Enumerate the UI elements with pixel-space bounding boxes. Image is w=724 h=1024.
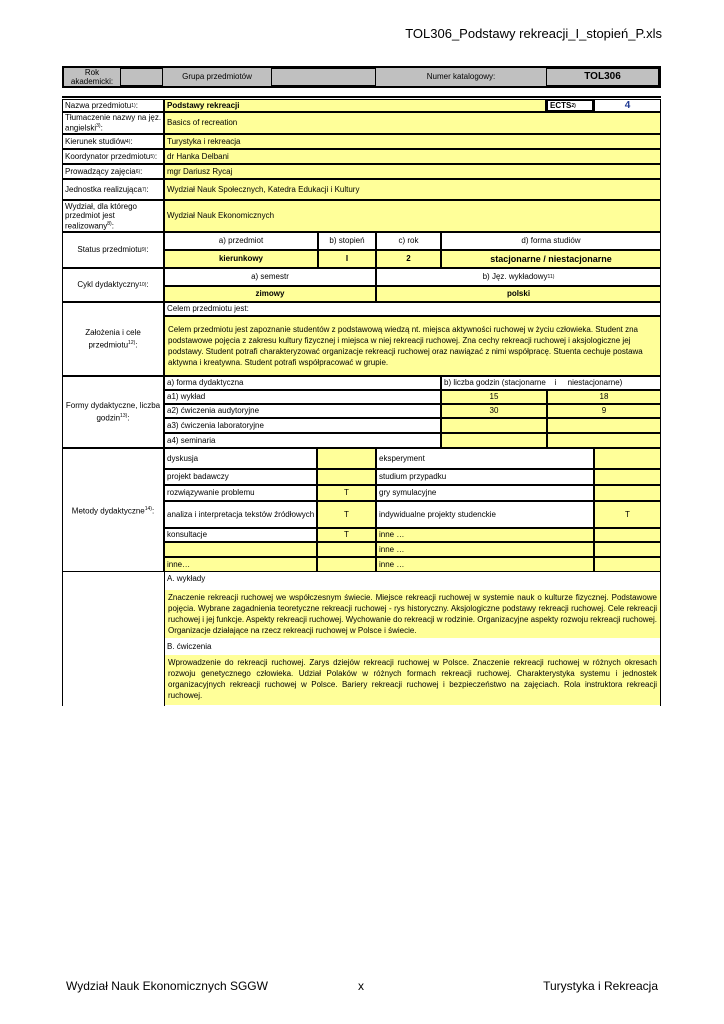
jedn-label: Jednostka realizująca 7) : [62, 179, 164, 200]
metoda-lmark-2 [317, 469, 376, 485]
status-v-c: 2 [376, 250, 441, 268]
footer-left: Wydział Nauk Ekonomicznych SGGW [66, 979, 268, 993]
metoda-left-6 [164, 542, 317, 557]
jedn-value: Wydział Nauk Społecznych, Katedra Edukacji i Kultury [164, 179, 661, 200]
status-h-b: b) stopień [318, 232, 376, 250]
wydz-label: Wydział, dla którego przedmiot jest realizowany$^{8)}$: [62, 200, 164, 232]
grupa-value [271, 68, 376, 86]
numer-label: Numer katalogowy: [426, 72, 496, 81]
metoda-lmark-3: T [317, 485, 376, 501]
status-h-d: d) forma studiów [441, 232, 661, 250]
forma-name-1: a1) wykład [164, 390, 441, 404]
status-h-c: c) rok [376, 232, 441, 250]
metoda-left-7: inne… [164, 557, 317, 572]
metoda-right-2: studium przypadku [376, 469, 594, 485]
forma-stac-3 [441, 418, 547, 433]
catalog-code: TOL306 [546, 68, 659, 86]
metoda-rmark-4: T [594, 501, 661, 528]
ects-label: ECTS 2) [546, 99, 594, 112]
metoda-right-5: inne … [376, 528, 594, 542]
cykl-label: Cykl dydaktyczny 10) : [62, 268, 164, 302]
formy-label: Formy dydaktyczne, liczba godzin$^{13)}$: [62, 376, 164, 448]
forma-niestac-3 [547, 418, 661, 433]
tresci-b-text: Wprowadzenie do rekreacji ruchowej. Zarys dziejów rekreacji ruchowej w Polsce. Znaczenie rekreacji ruchowej w różnych okresach rozwoju genetycznego człowieka. Udział Polaków w różnych formach rekreacji ruchowej. Charakterystyka systemu i jednostek organizacyjnych rekreacji ruchowej w Polsce. Bariery rekreacji ruchowej i bezpieczeństwo na zajęciach. Rola instruktora rekreacji ruchowej. [165, 655, 660, 705]
metoda-left-2: projekt badawczy [164, 469, 317, 485]
tlum-value: Basics of recreation [164, 112, 661, 134]
tresci-a-heading: A. wykłady [167, 574, 206, 583]
metoda-lmark-4: T [317, 501, 376, 528]
rok-value [120, 68, 163, 86]
metoda-rmark-6 [594, 542, 661, 557]
prow-value: mgr Dariusz Rycaj [164, 164, 661, 179]
formy-h-a: a) forma dydaktyczna [164, 376, 441, 390]
metoda-right-4: indywidualne projekty studenckie [376, 501, 594, 528]
nazwa-label: Nazwa przedmiotu 1) : [62, 99, 164, 112]
prow-label: Prowadzący zajęcia 6) : [62, 164, 164, 179]
metoda-rmark-3 [594, 485, 661, 501]
metoda-left-5: konsultacje [164, 528, 317, 542]
nazwa-value: Podstawy rekreacji [164, 99, 546, 112]
tresci-a-text: Znaczenie rekreacji ruchowej we współczesnym świecie. Miejsce rekreacji ruchowej w systemie nauk o kulturze fizycznej. Podstawowe pojęcia. Wybrane zagadnienia teoretyczne rekreacji ruchowej - rys historyczny. Aksjologiczne podstawy rekreacji ruchowej. Cele rekreacji ruchowej i jej funkcje. Aspekty rekreacji ruchowej. Wychowanie do rekreacji w rodzinie. Organizacyjne aspekty rozwoju rekreacji ruchowej. Organizacje działające na rzecz rekreacji ruchowej w Polsce i świecie. [165, 590, 660, 638]
status-v-d: stacjonarne / niestacjonarne [441, 250, 661, 268]
status-v-a: kierunkowy [164, 250, 318, 268]
metoda-right-3: gry symulacyjne [376, 485, 594, 501]
footer-right: Turystyka i Rekreacja [543, 979, 658, 993]
formy-h-b: b) liczba godzin (stacjonarne i niestacjonarne) [441, 376, 661, 390]
metoda-left-3: rozwiązywanie problemu [164, 485, 317, 501]
cykl-h-a: a) semestr [164, 268, 376, 286]
tresci-b-heading: B. ćwiczenia [167, 642, 212, 651]
forma-name-3: a3) ćwiczenia laboratoryjne [164, 418, 441, 433]
metoda-right-1: eksperyment [376, 448, 594, 469]
zal-heading: Celem przedmiotu jest: [164, 302, 661, 316]
metoda-rmark-1 [594, 448, 661, 469]
metoda-lmark-7 [317, 557, 376, 572]
forma-stac-4 [441, 433, 547, 448]
zal-label: Założenia i cele przedmiotu$^{12)}$: [62, 302, 164, 376]
status-h-a: a) przedmiot [164, 232, 318, 250]
forma-name-4: a4) seminaria [164, 433, 441, 448]
koord-value: dr Hanka Delbani [164, 149, 661, 164]
cykl-v-a: zimowy [164, 286, 376, 302]
grupa-label: Grupa przedmiotów [182, 72, 252, 81]
cykl-h-b: b) Jęz. wykładowy 11) [376, 268, 661, 286]
metody-label: Metody dydaktyczne$^{14)}$: [62, 448, 164, 572]
rok-label: Rok akademicki: [70, 68, 114, 86]
metoda-left-1: dyskusja [164, 448, 317, 469]
wydz-value: Wydział Nauk Ekonomicznych [164, 200, 661, 232]
metoda-rmark-5 [594, 528, 661, 542]
metoda-lmark-1 [317, 448, 376, 469]
metoda-right-6: inne … [376, 542, 594, 557]
metoda-lmark-5: T [317, 528, 376, 542]
metoda-left-4: analiza i interpretacja tekstów źródłowych [164, 501, 317, 528]
forma-stac-1: 15 [441, 390, 547, 404]
metoda-lmark-6 [317, 542, 376, 557]
metoda-right-7: inne … [376, 557, 594, 572]
forma-niestac-2: 9 [547, 404, 661, 418]
ects-value: 4 [594, 99, 661, 112]
koord-label: Koordynator przedmiotu 5) : [62, 149, 164, 164]
kier-value: Turystyka i rekreacja [164, 134, 661, 149]
metoda-rmark-7 [594, 557, 661, 572]
file-title: TOL306_Podstawy rekreacji_I_stopień_P.xls [405, 26, 662, 41]
footer-center: x [358, 979, 364, 993]
status-v-b: I [318, 250, 376, 268]
forma-name-2: a2) ćwiczenia audytoryjne [164, 404, 441, 418]
metoda-rmark-2 [594, 469, 661, 485]
tlum-label: Tłumaczenie nazwy na jęz. angielski$^{3)}$: [62, 112, 164, 134]
forma-stac-2: 30 [441, 404, 547, 418]
forma-niestac-1: 18 [547, 390, 661, 404]
cykl-v-b: polski [376, 286, 661, 302]
kier-label: Kierunek studiów 4) : [62, 134, 164, 149]
status-label: Status przedmiotu 9) : [62, 232, 164, 268]
zal-text: Celem przedmiotu jest zapoznanie studentów z podstawową wiedzą nt. miejsca aktywności ruchowej w życiu człowieka. Student zna podstawowe pojęcia z zakresu kultury fizycznej i miejsca w niej rekreacji ruchowej. Zna cechy rekreacji ruchowej i aksjologiczne jej podstawy. Student potrafi charakteryzować organizacje rekreacji ruchowej oraz nawiązać z nimi współpracę. Stuenta cechuje postawa aktywna i kreatywna. Student potrafi współpracować w grupie. [164, 316, 661, 376]
forma-niestac-4 [547, 433, 661, 448]
